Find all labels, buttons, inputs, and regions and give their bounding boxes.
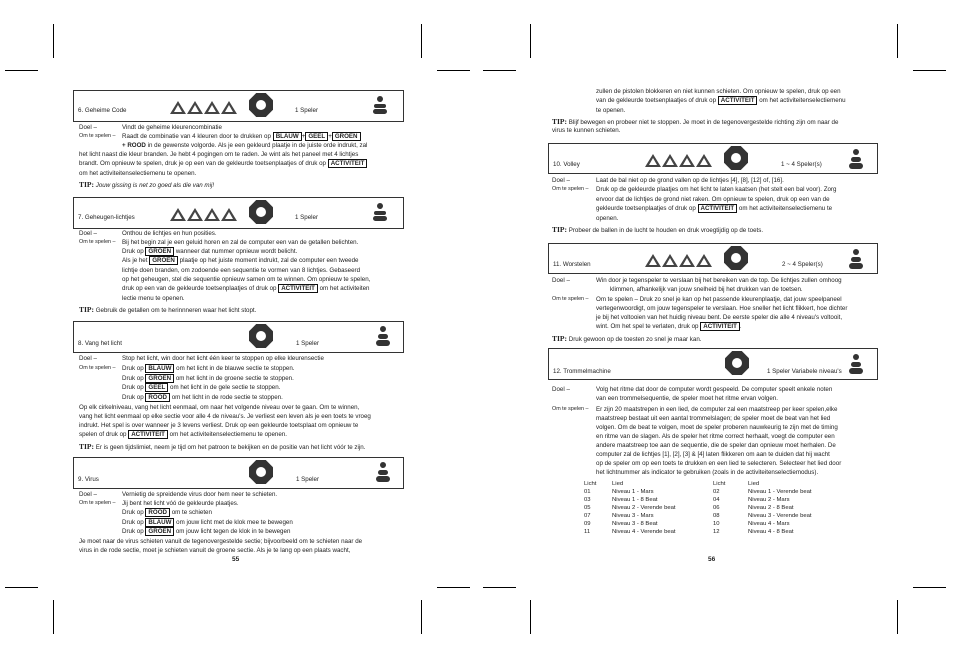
single-player-icon — [373, 203, 387, 223]
control-pad-icon — [725, 351, 749, 375]
section-title: 11. Worstelen — [553, 261, 591, 268]
tip-line: TIP: Gebruik de getallen om te herinnneren waar het licht stopt. — [79, 305, 257, 314]
crop-mark — [530, 24, 531, 58]
color-key: GEEL — [145, 383, 168, 392]
section-8-header — [73, 321, 404, 353]
section-11-header — [548, 243, 878, 274]
body-line: lectie menu te openen. — [122, 295, 185, 302]
table-cell: 04 — [713, 497, 720, 503]
table-cell: Niveau 3 - 8 Beat — [612, 521, 658, 527]
column-header: Lied — [612, 481, 624, 487]
column-header: Lied — [748, 481, 760, 487]
body-line: Er zijn 20 maatstrepen in een lied, de computer zal een maatstreep per keer spelen,elke — [596, 406, 838, 413]
key-instruction: Druk op ROOD om te schieten — [122, 509, 212, 516]
color-key: BLAUW — [145, 518, 174, 527]
color-key: ROOD — [145, 393, 170, 402]
body-line: Druk op de gekleurde plaatjes om het licht te laten kaatsen (het stelt een bal voor). Zorg — [596, 186, 837, 193]
section-12-header — [548, 348, 878, 380]
table-cell: 09 — [584, 521, 591, 527]
key-groen: GROEN — [145, 247, 174, 256]
crop-mark — [897, 24, 898, 58]
section-title: 10. Volley — [553, 161, 580, 168]
players-label: 1 Speler Variabele niveau's — [767, 368, 842, 375]
table-cell: Niveau 4 - 8 Beat — [748, 529, 794, 535]
spelen-label: Om te spelen – — [79, 500, 116, 506]
table-cell: Niveau 2 - Verende beat — [612, 505, 676, 511]
single-player-icon — [373, 96, 387, 116]
tip-line: TIP: Blijf bewegen en probeer niet te stoppen. Je moet in de tegenovergestelde richting zijn om naar de — [552, 117, 839, 126]
section-9-header — [73, 457, 404, 489]
table-cell: 08 — [713, 513, 720, 519]
key-instruction: Druk op GEEL om het licht in de gele sectie te stoppen. — [122, 384, 281, 391]
table-cell: Niveau 2 - 8 Beat — [748, 505, 794, 511]
body-line: virus in de rode sectie, moet je schieten vanuit de groene sectie. Als je te lang op een plaats wacht, — [79, 547, 351, 554]
body-line: Op elk cirkelniveau, vang het licht eenmaal, om naar het volgende niveau over te gaan. Om te winnen, — [79, 404, 360, 411]
crop-mark — [421, 600, 422, 634]
body-line: andere maatstreep toe aan de sequentie, die de speler dan opnieuw moet herhalen. De — [596, 442, 836, 449]
body-line: Druk op GROEN wanneer dat nummer opnieuw wordt belicht. — [122, 248, 298, 255]
table-cell: Niveau 1 - 8 Beat — [612, 497, 658, 503]
body-line: openen. — [596, 215, 619, 222]
spelen-label: Om te spelen – — [552, 406, 589, 412]
section-title: 12. Trommelmachine — [553, 368, 611, 375]
doel-text: van een trommelsequentie, de speler moet het ritme ervan volgen. — [596, 395, 778, 402]
tip-line: virus te kunnen schieten. — [552, 127, 621, 134]
table-cell: 02 — [713, 489, 720, 495]
body-line: Als je het GROEN plaatje op het juiste moment indrukt, zal de computer een tweede — [122, 257, 359, 264]
table-row — [584, 496, 832, 504]
key-groen: GROEN — [149, 256, 178, 265]
table-cell: 03 — [584, 497, 591, 503]
body-line: Om te spelen – Druk zo snel je kan op het passende kleurenplaatje, dat jouw speelpaneel — [596, 296, 842, 303]
body-line: vang het licht eenmaal op elke sectie voor alle 4 de niveau's. Je verliest een leven als je een toets te vroeg — [79, 413, 371, 420]
key-activiteit: ACTIVITEIT — [718, 96, 758, 105]
crop-mark — [5, 70, 38, 71]
control-pad-icon — [249, 93, 273, 117]
players-label: 1 Speler — [295, 214, 319, 221]
table-cell: 05 — [584, 505, 591, 511]
key-instruction: Druk op ROOD om het licht in de rode sectie te stoppen. — [122, 393, 283, 401]
key-instruction: Druk op BLAUW om het licht in de blauwe sectie te stoppen. — [122, 365, 295, 372]
color-key: GROEN — [145, 527, 174, 536]
crop-mark — [483, 587, 516, 588]
table-cell: 06 — [713, 505, 720, 511]
color-buttons-icon — [170, 208, 237, 221]
players-label: 1 Speler — [296, 340, 320, 347]
body-line: van de gekleurde toetsenplaatjes of druk op ACTIVITEIT om het activiteitenselectiemenu — [596, 97, 846, 104]
spelen-label: Om te spelen – — [79, 365, 116, 371]
tip-line: TIP: Jouw gissing is net zo goed als die van mij! — [79, 180, 215, 189]
key-activiteit: ACTIVITEIT — [278, 284, 318, 293]
players-label: 1 Speler — [296, 476, 320, 483]
table-cell: Niveau 3 - Mars — [612, 513, 654, 519]
doel-text: Volg het ritme dat door de computer wordt gespeeld. De computer speelt enkele noten — [596, 386, 833, 393]
color-buttons-icon — [170, 101, 237, 114]
crop-mark — [5, 587, 38, 588]
section-10-header — [548, 143, 878, 174]
body-line: brandt. Om opnieuw te spelen, druk je op een van de gekleurde toetsenplaatjes of druk op ACTIVITEIT — [79, 160, 367, 167]
color-buttons-icon — [645, 154, 712, 167]
body-line: op de speler om op een toets te drukken en een lied te selecteren. Selecteer het lied door — [596, 460, 842, 467]
table-cell: Niveau 1 - Mars — [612, 489, 654, 495]
table-cell: Niveau 1 - Verende beat — [748, 489, 812, 495]
doel-label: Doel – — [79, 230, 97, 237]
crop-mark — [913, 587, 946, 588]
key-blauw: BLAUW — [273, 132, 302, 141]
section-6-header — [73, 90, 404, 122]
doel-label: Doel – — [79, 355, 97, 362]
table-row — [584, 528, 832, 536]
table-row — [584, 504, 832, 512]
multi-player-icon — [849, 149, 863, 169]
page-number: 56 — [708, 556, 716, 563]
body-line: maatstreep bestaat uit een aantal trommelslagen; de speler moet de beat van het lied — [596, 415, 831, 422]
key-instruction: Druk op BLAUW om jouw licht met de klok mee te bewegen — [122, 518, 293, 526]
color-key: BLAUW — [145, 364, 174, 373]
crop-mark — [53, 600, 54, 634]
body-line: op het geheugen, stel die sequentie opnieuw samen om te winnen. Om opnieuw te spelen, — [122, 276, 371, 283]
body-line: druk op een van de gekleurde toetsenplaatjes of druk op ACTIVITEIT om het activiteiten — [122, 285, 370, 292]
key-geel: GEEL — [305, 132, 328, 141]
table-cell: Niveau 3 - Verende beat — [748, 513, 812, 519]
table-cell: Niveau 4 - Mars — [748, 521, 790, 527]
color-key: GROEN — [145, 374, 174, 383]
table-cell: 07 — [584, 513, 591, 519]
body-line: Bij het begin zal je een geluid horen en zal de computer een van de getallen belichten. — [122, 239, 359, 246]
body-line: indrukt. Het spel is over wanneer je 3 levens verliest. Druk op een gekleurde toetsplaat om opnieuw te — [79, 422, 359, 429]
doel-label: Doel – — [79, 491, 97, 498]
body-line: wint. Om het spel te verlaten, druk op ACTIVITEIT . — [596, 323, 742, 330]
key-activiteit: ACTIVITEIT — [328, 159, 368, 168]
crop-mark — [913, 70, 946, 71]
key-activiteit: ACTIVITEIT — [698, 204, 738, 213]
doel-text: klimmen, afhankelijk van jouw snelheid bij het drukken van de toetsen. — [610, 286, 803, 293]
table-row — [584, 520, 832, 528]
section-title: 6. Geheime Code — [78, 107, 127, 114]
table-row — [584, 512, 832, 520]
spelen-label: Om te spelen – — [552, 186, 589, 192]
doel-label: Doel – — [552, 386, 570, 393]
control-pad-icon — [724, 246, 748, 270]
doel-label: Doel – — [552, 277, 570, 284]
crop-mark — [437, 587, 470, 588]
crop-mark — [437, 70, 470, 71]
players-label: 1 Speler — [295, 107, 319, 114]
body-line: te openen. — [596, 107, 626, 114]
crop-mark — [530, 600, 531, 634]
color-key: ROOD — [145, 508, 170, 517]
doel-text: Vindt de geheime kleurencombinatie — [122, 124, 222, 131]
crop-mark — [483, 70, 516, 71]
table-cell: Niveau 2 - Mars — [748, 497, 790, 503]
doel-label: Doel – — [79, 124, 97, 131]
players-label: 1 ~ 4 Speler(s) — [781, 161, 822, 168]
crop-mark — [421, 24, 422, 58]
control-pad-icon — [249, 324, 273, 348]
doel-text: Vernietig de spreidende virus door hem neer te schieten. — [122, 491, 278, 498]
body-line: vertegenwoordigt, om jouw tegenspeler te verslaan. Hoe sneller het licht flikkert, hoe dichter — [596, 305, 848, 312]
doel-text: Stop het licht, win door het licht één keer te stoppen op elke kleurensectie — [122, 355, 324, 362]
key-groen: GROEN — [332, 132, 361, 141]
body-line: + ROOD in de gewenste volgorde. Als je een gekleurd plaatje in de juiste orde indrukt, zal — [122, 142, 368, 149]
body-line: ervoor dat de lichtjes de grond niet raken. Om opnieuw te spelen, druk op een van de — [596, 196, 830, 203]
control-pad-icon — [724, 146, 748, 170]
body-line: Je moet naar de virus schieten vanuit de tegenovergestelde sectie; bijvoorbeeld om te schieten naar de — [79, 538, 363, 545]
key-instruction: Druk op GROEN om jouw licht tegen de klok in te bewegen — [122, 528, 291, 535]
crop-mark — [897, 600, 898, 634]
table-cell: 11 — [584, 529, 591, 535]
body-line: en ritme van de slagen. Als de speler het ritme correct herhaalt, voegt de computer een — [596, 433, 835, 440]
table-header-row — [584, 480, 832, 488]
key-instruction: Druk op GROEN om het licht in de groene sectie te stoppen. — [122, 374, 294, 382]
section-title: 8. Vang het licht — [78, 340, 122, 347]
multi-player-icon — [849, 354, 863, 374]
doel-text: Laat de bal niet op de grond vallen op de lichtjes [4], [8], [12] of, [16]. — [596, 177, 784, 184]
body-line: lichtje doen branden, om zodoende een sequentie te vormen van 8 lichtjes. Gebaseerd — [122, 267, 361, 274]
body-line: Raadt de combinatie van 4 kleuren door te drukken op BLAUW + GEEL + GROEN — [122, 133, 361, 140]
body-line: gekleurde toetsenplaatjes of druk op ACTIVITEIT om het activiteitenselectiemenu te — [596, 205, 833, 212]
spelen-label: Om te spelen – — [79, 133, 116, 139]
page-number: 55 — [232, 556, 240, 563]
table-cell: 10 — [713, 521, 720, 527]
body-line: spelen of druk op ACTIVITEIT om het activiteitenselectiemenu te openen. — [79, 431, 287, 438]
doel-text: Onthou de lichtjes en hun posities. — [122, 230, 217, 237]
body-line: Jij bent het licht vóó de gekleurde plaatjes. — [122, 500, 239, 507]
multi-player-icon — [376, 462, 390, 482]
key-activiteit: ACTIVITEIT — [700, 322, 740, 331]
doel-text: Win door je tegenspeler te verslaan bij het bereiken van de top. De lichtjes zullen omhoog — [596, 277, 842, 284]
column-header: Licht — [713, 481, 726, 487]
body-line: het lichtnummer als indicator te gebruiken (zoals in de activiteitenselectiemodus). — [596, 469, 819, 476]
section-title: 9. Virus — [78, 476, 99, 483]
doel-label: Doel – — [552, 177, 570, 184]
tip-line: TIP: Druk gewoon op de toesten zo snel je maar kan. — [552, 334, 702, 343]
multi-player-icon — [849, 249, 863, 269]
body-line: om het activiteitenselectiemenu te openen. — [79, 170, 197, 177]
spelen-label: Om te spelen – — [552, 296, 589, 302]
spelen-label: Om te spelen – — [79, 239, 116, 245]
players-label: 2 ~ 4 Speler(s) — [782, 261, 823, 268]
table-cell: Niveau 4 - Verende beat — [612, 529, 676, 535]
tip-line: TIP: Probeer de ballen in de lucht te houden en druk vroegtijdig op de toets. — [552, 225, 764, 234]
body-line: je bij het voltooien van het huidig niveau bent. De eerste speler die alle 4 niveau's voltooit, — [596, 314, 843, 321]
body-line: volgen. Om de beat te volgen, moet de speler proberen nauwkeurig te zijn met de timing — [596, 424, 838, 431]
section-7-header — [73, 197, 404, 229]
section-title: 7. Geheugen-lichtjes — [78, 214, 135, 221]
body-line: het licht naast die kleur branden. Je hebt 4 pogingen om te raden. Je wint als het paneel met 4 lichtjes — [79, 151, 359, 158]
key-activiteit: ACTIVITEIT — [128, 430, 168, 439]
tip-line: TIP: Er is geen tijdslimiet, neem je tijd om het patroon te bekijken en de positie van het licht vóór te zijn. — [79, 442, 366, 451]
color-buttons-icon — [645, 254, 712, 267]
control-pad-icon — [249, 460, 273, 484]
table-cell: 01 — [584, 489, 591, 495]
song-table — [584, 480, 832, 536]
crop-mark — [53, 24, 54, 58]
body-line: computer zal de lichtjes [1], [2], [3] & [4] laten flikkeren om aan te duiden dat hij wacht — [596, 451, 830, 458]
control-pad-icon — [249, 200, 273, 224]
body-line: zullen de pistolen blokkeren en niet kunnen schieten. Om opnieuw te spelen, druk op een — [596, 88, 841, 95]
table-cell: 12 — [713, 529, 720, 535]
multi-player-icon — [376, 326, 390, 346]
table-row — [584, 488, 832, 496]
column-header: Licht — [584, 481, 597, 487]
